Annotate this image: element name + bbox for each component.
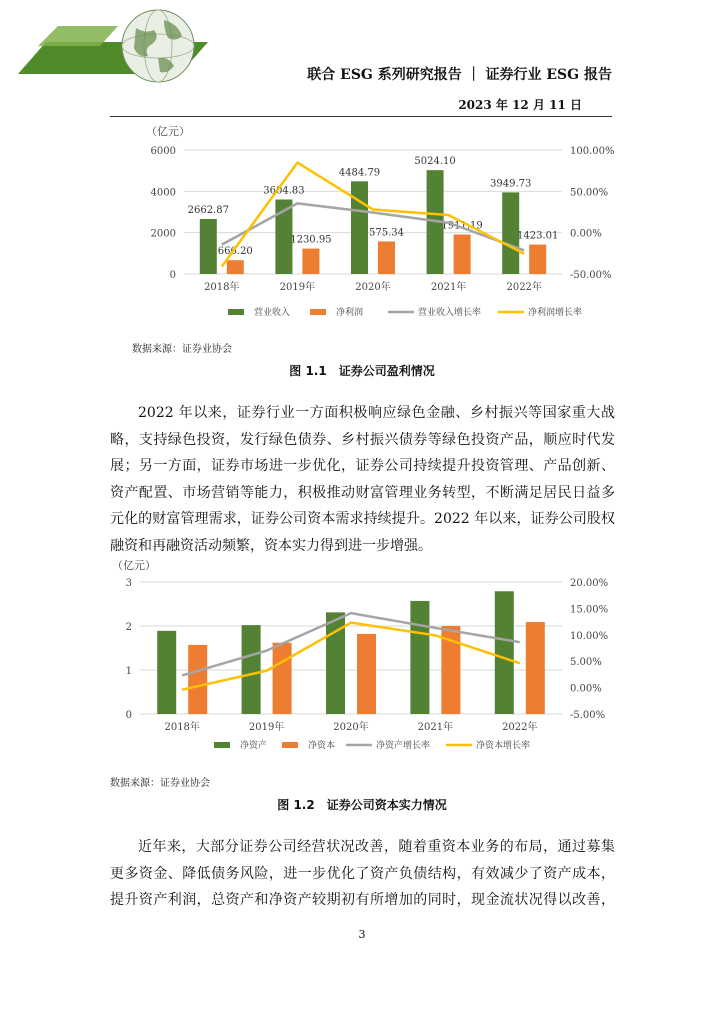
x-tick-label: 2021年	[417, 722, 454, 733]
legend-swatch	[310, 309, 326, 315]
data-label: 1230.95	[290, 234, 332, 246]
bar-secondary	[302, 249, 319, 274]
y-tick-label: 4000	[150, 187, 176, 199]
paragraph-line: 更多资金、降低债务风险，进一步优化了资产负债结构，有效减少了资产成本，	[110, 865, 615, 882]
bar-primary	[200, 219, 217, 274]
bar-secondary	[273, 643, 292, 714]
x-tick-label: 2019年	[279, 282, 316, 293]
legend-swatch	[214, 742, 230, 748]
x-tick-label: 2019年	[248, 722, 285, 733]
bar-primary	[495, 591, 514, 714]
legend-swatch	[282, 742, 298, 748]
legend-label: 净资产	[240, 741, 268, 751]
report-date: 2023 年 12 月 11 日	[458, 98, 582, 112]
data-label: 575.34	[369, 227, 404, 239]
y2-tick-label: 10.00%	[570, 630, 609, 642]
body-paragraph-2	[110, 834, 615, 914]
capital-chart	[0, 556, 724, 761]
y-tick-label: 3	[125, 578, 132, 589]
data-label: 1423.01	[517, 230, 559, 242]
y2-tick-label: 15.00%	[570, 604, 609, 616]
data-label: 2662.87	[187, 204, 229, 216]
y2-tick-label: 5.00%	[570, 657, 602, 669]
data-label: 3949.73	[490, 178, 532, 190]
bar-secondary	[378, 241, 395, 274]
legend-label: 净资本	[308, 741, 336, 751]
y-axis-unit-label: （亿元）	[112, 559, 156, 572]
legend-label: 净利润增长率	[528, 308, 583, 318]
figure1-source: 数据来源：证券业协会	[132, 344, 232, 355]
paragraph-line: 2022 年以来，证券行业一方面积极响应绿色金融、乡村振兴等国家重大战	[138, 405, 615, 421]
y2-tick-label: -5.00%	[570, 710, 606, 721]
y-tick-label: 1	[125, 666, 132, 677]
bar-secondary	[227, 260, 244, 274]
y-axis-unit-label: （亿元）	[146, 125, 190, 138]
bar-primary	[157, 631, 176, 714]
paragraph-line: 提升资产利润，总资产和净资产较期初有所增加的同时，现金流状况得以改善，	[110, 892, 615, 908]
page-number: 3	[358, 928, 366, 941]
y2-tick-label: 0.00%	[570, 683, 602, 695]
y-tick-label: 2	[125, 622, 132, 633]
bar-secondary	[188, 645, 207, 714]
bar-secondary	[357, 634, 376, 714]
data-label: 4484.79	[338, 167, 381, 179]
paragraph-line: 元化的财富管理需求，证券公司资本需求持续提升。2022 年以来，证券公司股权	[110, 511, 615, 527]
globe-icon	[122, 10, 194, 82]
x-tick-label: 2022年	[506, 282, 542, 293]
legend-label: 净资产增长率	[376, 741, 431, 751]
x-tick-label: 2018年	[204, 282, 240, 293]
x-tick-label: 2020年	[355, 282, 391, 293]
body-paragraph-1	[110, 400, 615, 559]
paragraph-line: 资产配置、市场营销等能力，积极推动财富管理业务转型，不断满足居民日益多	[110, 484, 615, 501]
bar-primary	[351, 181, 368, 274]
header-rule	[110, 116, 612, 117]
legend-label: 营业收入增长率	[418, 308, 482, 318]
legend-label: 营业收入	[254, 308, 291, 318]
x-tick-label: 2022年	[502, 722, 538, 733]
paragraph-line: 展；另一方面，证券市场进一步优化，证券公司持续提升投资管理、产品创新、	[110, 458, 615, 474]
y2-tick-label: 50.00%	[570, 187, 609, 199]
x-tick-label: 2021年	[430, 282, 467, 293]
profit-chart	[0, 118, 724, 328]
legend-swatch	[228, 309, 244, 315]
paragraph-line: 略，支持绿色投资，发行绿色债券、乡村振兴债券等绿色投资产品，顺应时代发	[110, 431, 615, 448]
legend-label: 净资本增长率	[476, 741, 531, 751]
y2-tick-label: 100.00%	[570, 146, 615, 157]
x-tick-label: 2020年	[333, 722, 369, 733]
y2-tick-label: -50.00%	[570, 270, 612, 281]
bar-primary	[242, 625, 261, 714]
y-tick-label: 0	[125, 710, 132, 721]
globe-logo	[8, 6, 208, 84]
y2-tick-label: 20.00%	[570, 578, 609, 589]
figure2-caption: 图 1.2 证券公司资本实力情况	[277, 798, 447, 812]
y2-tick-label: 0.00%	[570, 228, 602, 240]
x-tick-label: 2018年	[164, 722, 200, 733]
bar-secondary	[526, 622, 545, 714]
report-header-title: 联合 ESG 系列研究报告 ｜ 证券行业 ESG 报告	[307, 67, 612, 83]
data-label: 1911.19	[441, 220, 483, 232]
figure1-caption: 图 1.1 证券公司盈利情况	[289, 364, 435, 378]
figure2-source: 数据来源：证券业协会	[110, 778, 210, 789]
data-label: 5024.10	[414, 156, 456, 168]
y-tick-label: 6000	[150, 146, 176, 157]
y-tick-label: 2000	[150, 228, 176, 240]
legend-label: 净利润	[336, 308, 364, 318]
paragraph-line: 近年来，大部分证券公司经营状况改善，随着重资本业务的布局，通过募集	[138, 839, 615, 855]
y-tick-label: 0	[169, 270, 176, 281]
bar-primary	[410, 601, 429, 714]
data-label: 666.20	[217, 246, 253, 258]
data-label: 3604.83	[263, 185, 305, 197]
paragraph-line: 融资和再融资活动频繁，资本实力得到进一步增强。	[110, 537, 432, 554]
bar-secondary	[454, 235, 471, 274]
bar-secondary	[529, 245, 546, 274]
